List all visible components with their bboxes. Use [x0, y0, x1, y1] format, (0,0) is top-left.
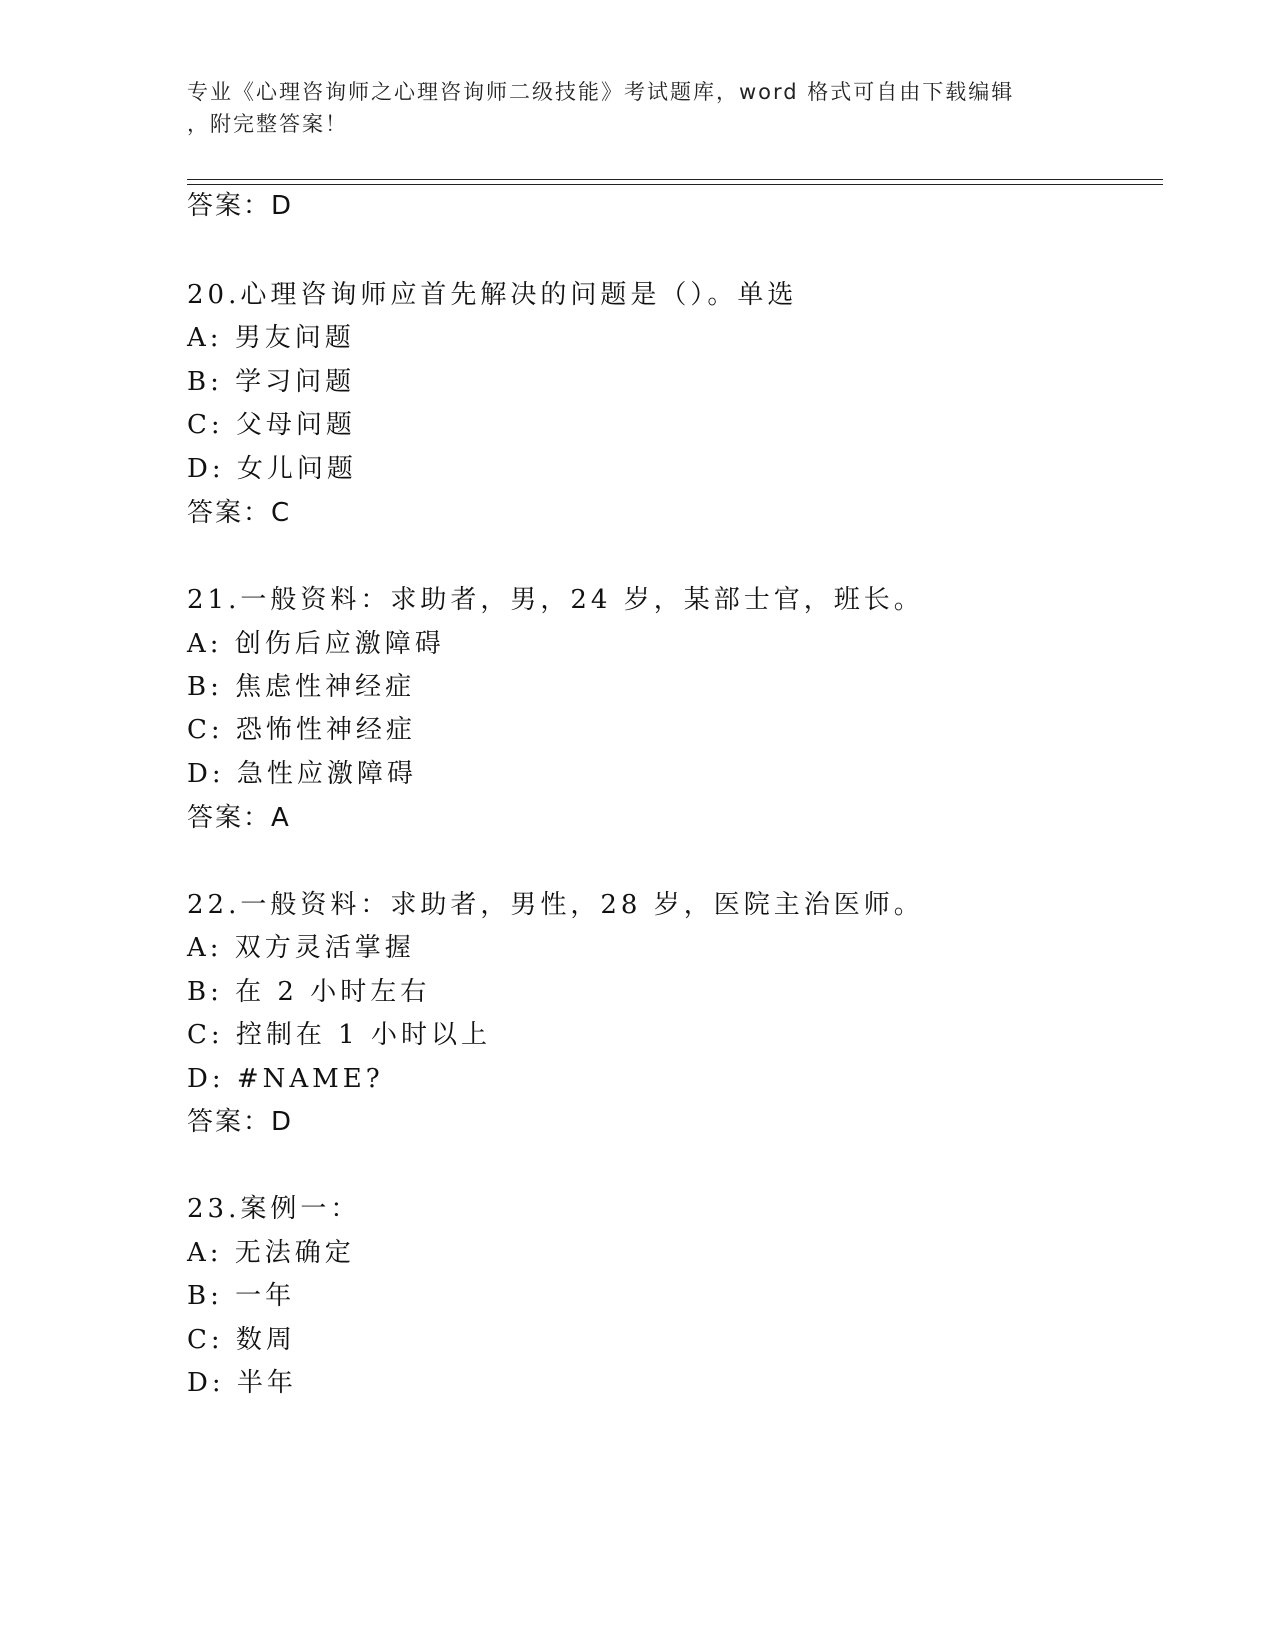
question-21-stem: 21.一般资料：求助者，男，24 岁，某部士官，班长。	[187, 585, 924, 615]
question-22-option-b: B: 在 2 小时左右	[187, 977, 431, 1007]
question-23-option-a: A: 无法确定	[187, 1238, 355, 1268]
question-23-option-d: D: 半年	[187, 1368, 297, 1398]
question-21-option-a: A: 创伤后应激障碍	[187, 629, 445, 659]
question-22-option-a: A: 双方灵活掌握	[187, 933, 415, 963]
question-20-answer: 答案：C	[187, 498, 292, 528]
header-rule-bottom	[187, 184, 1163, 185]
question-22-answer: 答案：D	[187, 1107, 294, 1137]
header-line-2: ，附完整答案！	[187, 112, 348, 136]
question-21-option-b: B: 焦虑性神经症	[187, 672, 416, 702]
document-header	[187, 76, 1067, 140]
question-20-option-d: D: 女儿问题	[187, 454, 357, 484]
question-22-stem: 22.一般资料：求助者，男性，28 岁，医院主治医师。	[187, 890, 924, 920]
question-22-option-c: C: 控制在 1 小时以上	[187, 1020, 491, 1050]
question-22-option-d: D: #NAME?	[187, 1064, 384, 1094]
question-20-stem: 20.心理咨询师应首先解决的问题是（）。单选	[187, 280, 798, 310]
question-21-answer: 答案：A	[187, 803, 291, 833]
previous-answer: 答案：D	[187, 191, 294, 221]
question-21-option-c: C: 恐怖性神经症	[187, 715, 416, 745]
question-20-option-c: C: 父母问题	[187, 410, 356, 440]
question-23-option-c: C: 数周	[187, 1325, 296, 1355]
question-23-stem: 23.案例一：	[187, 1194, 361, 1224]
question-23-option-b: B: 一年	[187, 1281, 296, 1311]
header-line-1: 专业《心理咨询师之心理咨询师二级技能》考试题库，word 格式可自由下载编辑	[187, 80, 1015, 104]
question-20-option-b: B: 学习问题	[187, 367, 356, 397]
header-rule-top	[187, 179, 1163, 180]
question-21-option-d: D: 急性应激障碍	[187, 759, 417, 789]
question-20-option-a: A: 男友问题	[187, 323, 355, 353]
